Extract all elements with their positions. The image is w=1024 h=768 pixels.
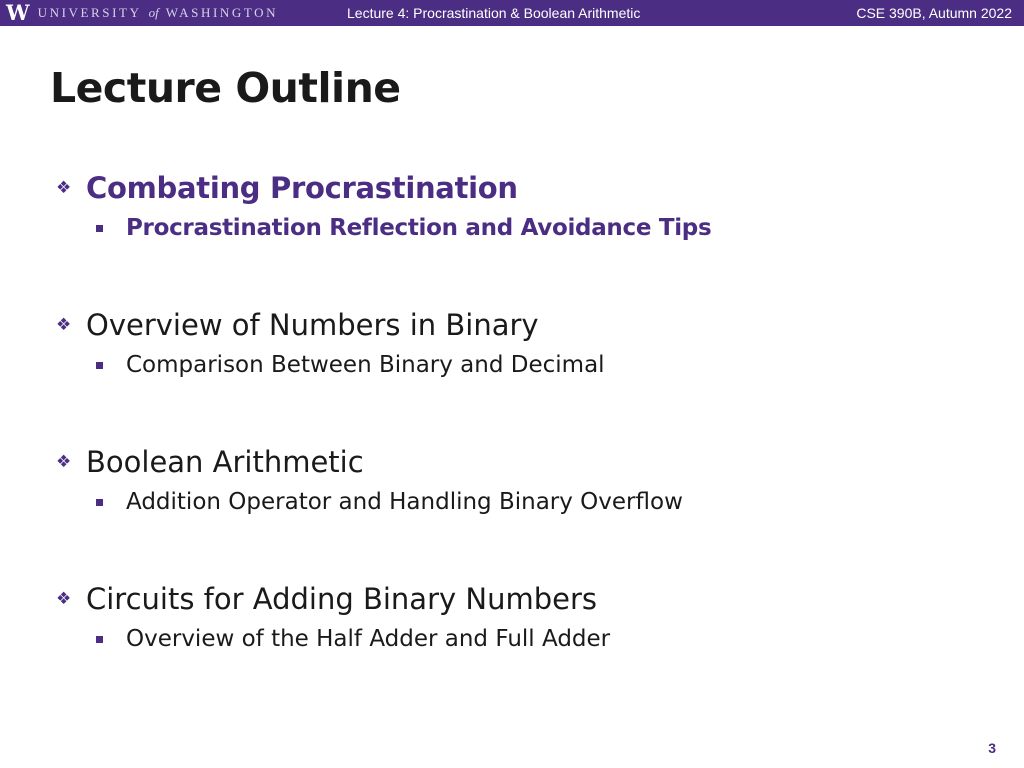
square-bullet-icon [96, 636, 103, 643]
lecture-title: Lecture 4: Procrastination & Boolean Arithmetic [347, 5, 641, 21]
square-bullet-icon [96, 499, 103, 506]
square-bullet-icon [96, 362, 103, 369]
diamond-bullet-icon: ❖ [56, 451, 72, 472]
outline-item-label: Circuits for Adding Binary Numbers [86, 582, 597, 616]
diamond-bullet-icon: ❖ [56, 314, 72, 335]
outline-item-boolean-arithmetic [56, 445, 683, 515]
outline-item-label: Overview of Numbers in Binary [86, 308, 539, 342]
page-title: Lecture Outline [50, 64, 401, 112]
outline-item-combating-procrastination [56, 171, 711, 241]
outline-item-label: Boolean Arithmetic [86, 445, 364, 479]
course-name: CSE 390B, Autumn 2022 [856, 5, 1012, 21]
uw-wordmark-of: of [148, 5, 159, 20]
outline-item-label: Combating Procrastination [86, 171, 518, 205]
slide-number: 3 [988, 740, 996, 756]
diamond-bullet-icon: ❖ [56, 588, 72, 609]
outline-subitem-label: Addition Operator and Handling Binary Overflow [126, 489, 683, 515]
outline-subitem-label: Procrastination Reflection and Avoidance Tips [126, 215, 712, 241]
outline-item-adding-circuits [56, 582, 610, 652]
uw-wordmark-washington: WASHINGTON [165, 5, 279, 20]
uw-w-mark: W [6, 0, 30, 25]
outline-subitem-label: Comparison Between Binary and Decimal [126, 352, 605, 378]
outline-subitem-label: Overview of the Half Adder and Full Adder [126, 626, 611, 652]
outline-item-binary-numbers [56, 308, 605, 378]
square-bullet-icon [96, 225, 103, 232]
uw-wordmark-university: UNIVERSITY [37, 5, 142, 20]
diamond-bullet-icon: ❖ [56, 177, 72, 198]
